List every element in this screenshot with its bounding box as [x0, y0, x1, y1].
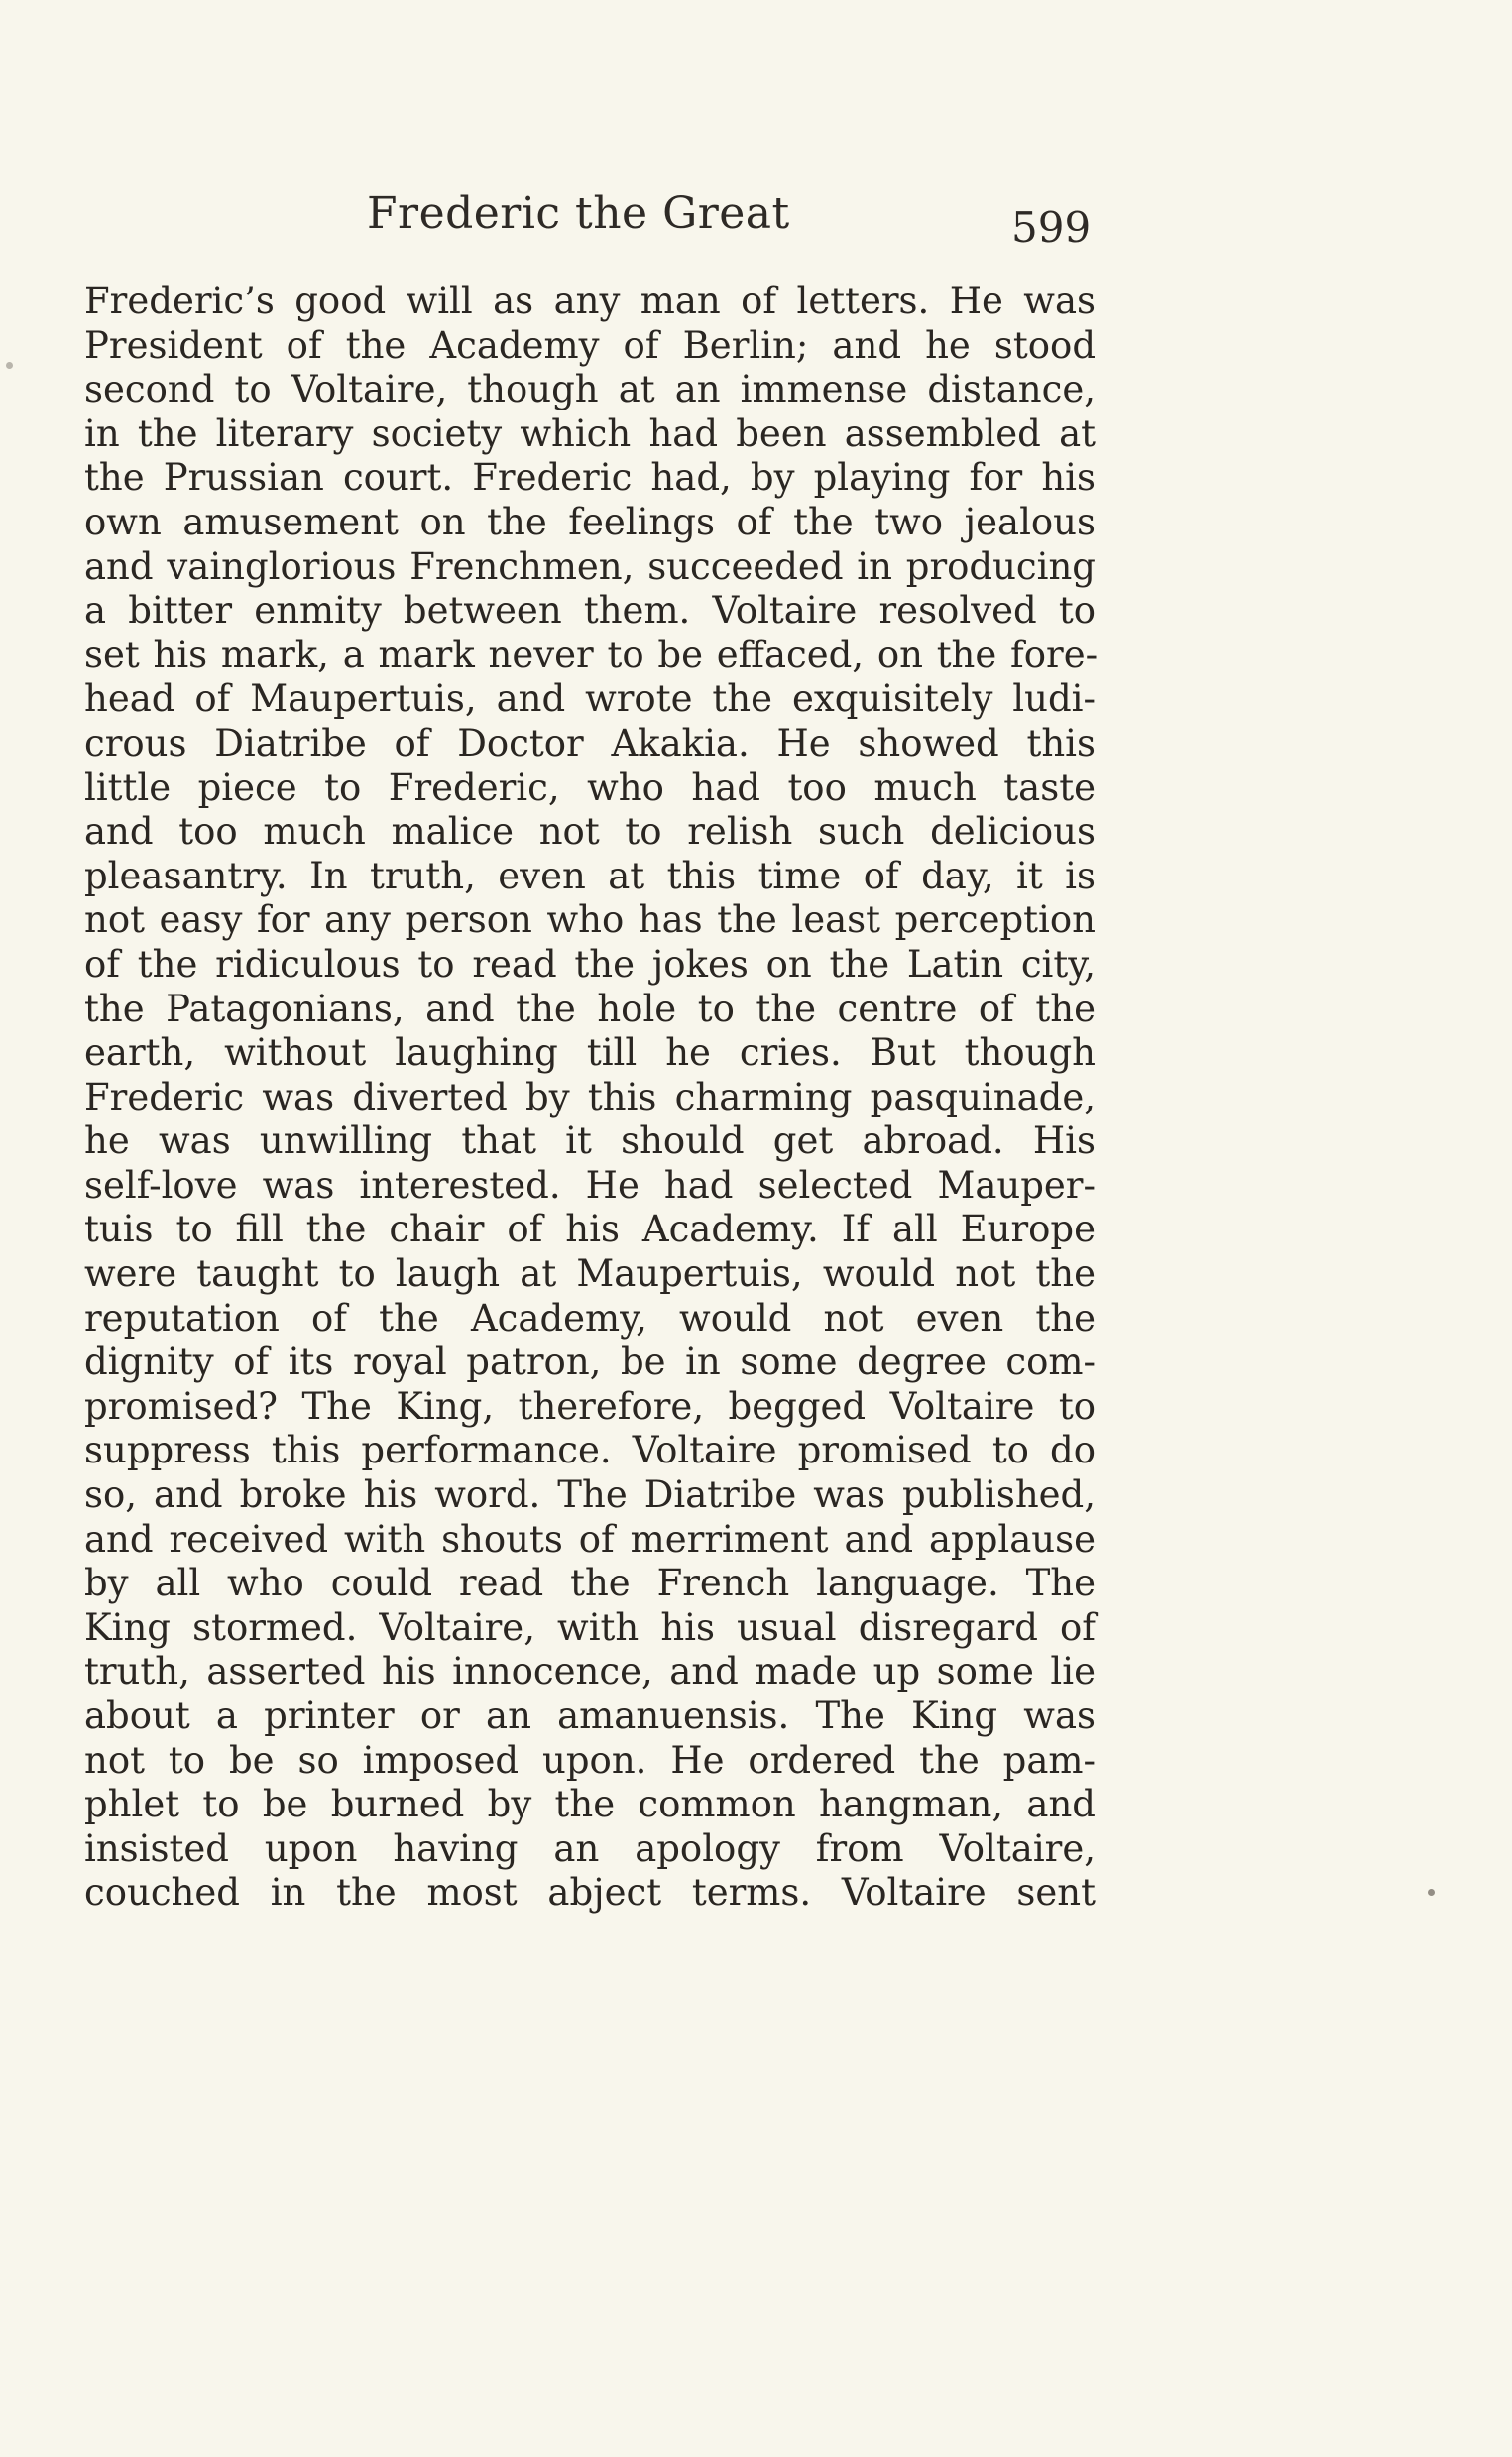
text-line: the Prussian court. Frederic had, by playing for his [84, 456, 1096, 500]
text-line: promised? The King, therefore, begged Voltaire to [84, 1384, 1096, 1428]
text-line: self-love was interested. He had selected Mauper- [84, 1163, 1096, 1207]
text-line: not to be so imposed upon. He ordered the pam- [84, 1738, 1096, 1782]
text-line: truth, asserted his innocence, and made up some lie [84, 1650, 1096, 1694]
text-line: by all who could read the French language. The [84, 1562, 1096, 1605]
text-line: insisted upon having an apology from Voltaire, [84, 1826, 1096, 1870]
text-line: President of the Academy of Berlin; and he stood [84, 323, 1096, 367]
paper-speck [6, 362, 13, 369]
text-line: were taught to laugh at Maupertuis, would not the [84, 1252, 1096, 1296]
text-line: of the ridiculous to read the jokes on the Latin city, [84, 942, 1096, 986]
page-number: 599 [1011, 203, 1092, 252]
text-line: earth, without laughing till he cries. But though [84, 1031, 1096, 1075]
text-line: pleasantry. In truth, even at this time of day, it is [84, 854, 1096, 897]
text-line: and vainglorious Frenchmen, succeeded in producing [84, 544, 1096, 588]
text-line: set his mark, a mark never to be effaced, on the fore- [84, 633, 1099, 676]
text-line: in the literary society which had been assembled at [84, 411, 1096, 455]
text-line: Frederic was diverted by this charming pasquinade, [84, 1075, 1096, 1118]
text-line: dignity of its royal patron, be in some degree com- [84, 1341, 1096, 1384]
text-line: and too much malice not to relish such delicious [84, 810, 1096, 854]
text-line: about a printer or an amanuensis. The King was [84, 1695, 1096, 1737]
text-line: he was unwilling that it should get abroad. His [84, 1119, 1096, 1163]
text-line: little piece to Frederic, who had too much taste [84, 765, 1096, 809]
text-line: so, and broke his word. The Diatribe was published, [84, 1473, 1096, 1517]
text-line: tuis to fill the chair of his Academy. If all Europe [84, 1208, 1096, 1251]
text-line: second to Voltaire, though at an immense distance, [84, 368, 1096, 411]
running-title: Frederic the Great [367, 188, 790, 239]
text-line: own amusement on the feelings of the two jealous [84, 500, 1096, 543]
text-line: Frederic’s good will as any man of letters. He was [84, 280, 1096, 322]
text-line: and received with shouts of merriment and applause [84, 1517, 1096, 1561]
text-line: reputation of the Academy, would not even the [84, 1296, 1096, 1340]
text-line: the Patagonians, and the hole to the centre of the [84, 987, 1096, 1030]
text-line: couched in the most abject terms. Voltaire sent [84, 1871, 1096, 1915]
text-line: King stormed. Voltaire, with his usual disregard of [84, 1605, 1096, 1649]
text-line: not easy for any person who has the least perception [84, 898, 1096, 942]
text-line: head of Maupertuis, and wrote the exquisitely ludi- [84, 677, 1096, 721]
text-line: crous Diatribe of Doctor Akakia. He showed this [84, 721, 1096, 764]
text-line: a bitter enmity between them. Voltaire resolved to [84, 589, 1096, 633]
text-line: suppress this performance. Voltaire promised to do [84, 1429, 1096, 1472]
text-line: phlet to be burned by the common hangman, and [84, 1783, 1096, 1826]
paper-speck [1428, 1889, 1435, 1896]
body-text [84, 280, 1099, 1916]
